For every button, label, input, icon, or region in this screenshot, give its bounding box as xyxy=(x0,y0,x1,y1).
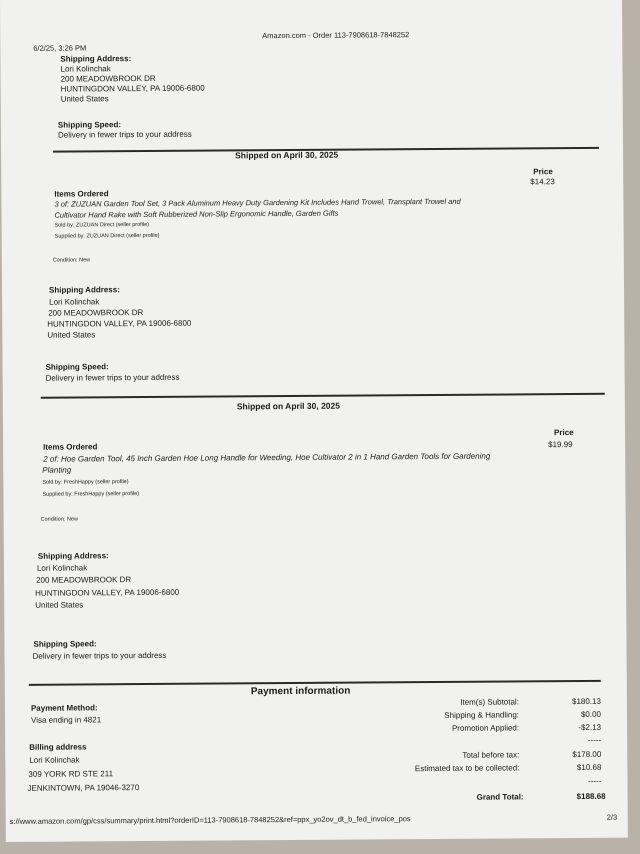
grand-total-label: Grand Total: xyxy=(476,792,524,802)
shipping-address-label: Shipping Address: xyxy=(37,551,109,561)
shipping-address-label: Shipping Address: xyxy=(48,285,120,295)
supplied-by: Supplied by: ZUZUAN Direct (seller profile) xyxy=(54,232,160,240)
order-title: Amazon.com - Order 113-7908618-7848252 xyxy=(262,30,410,41)
print-datetime: 6/2/25, 3:26 PM xyxy=(33,43,87,53)
shipping-speed-label: Shipping Speed: xyxy=(33,639,97,649)
summary-label: Promotion Applied: xyxy=(451,723,520,733)
address-country: United States xyxy=(60,94,109,104)
price-label: Price xyxy=(533,167,553,177)
summary-label: Estimated tax to be collected: xyxy=(414,763,520,774)
item-description-line1: 3 of: ZUZUAN Garden Tool Set, 3 Pack Aluminum Heavy Duty Gardening Kit Includes Hand Trowel, Transplant Trowel and xyxy=(54,196,461,209)
page-number: 2/3 xyxy=(606,812,618,822)
divider xyxy=(41,393,605,399)
payment-method-label: Payment Method: xyxy=(30,703,98,713)
summary-separator: ----- xyxy=(587,735,602,745)
shipment-heading: Shipped on April 30, 2025 xyxy=(236,400,341,412)
address-country: United States xyxy=(35,600,84,610)
supplied-by: Supplied by: FreshHappy (seller profile) xyxy=(42,491,140,498)
billing-city: JENKINTOWN, PA 19046-3270 xyxy=(27,783,140,793)
shipment-heading: Shipped on April 30, 2025 xyxy=(235,149,339,161)
address-street: 200 MEADOWBROOK DR xyxy=(48,308,144,318)
condition: Condition: New xyxy=(40,516,78,523)
billing-street: 309 YORK RD STE 211 xyxy=(28,769,114,779)
shipping-speed-value: Delivery in fewer trips to your address xyxy=(32,650,167,661)
sold-by: Sold by: FreshHappy (seller profile) xyxy=(42,479,129,486)
summary-value: $10.68 xyxy=(576,762,602,772)
address-name: Lori Kolinchak xyxy=(36,563,88,573)
address-country: United States xyxy=(47,330,96,340)
shipping-speed-value: Delivery in fewer trips to your address xyxy=(57,129,192,140)
shipping-speed-value: Delivery in fewer trips to your address xyxy=(45,372,180,383)
items-ordered-label: Items Ordered xyxy=(43,442,98,452)
item-price: $14.23 xyxy=(530,177,555,187)
price-label: Price xyxy=(554,428,574,438)
grand-total-value: $188.68 xyxy=(576,791,606,801)
sold-by: Sold by: ZUZUAN Direct (seller profile) xyxy=(54,221,150,229)
item-description-line2: Planting xyxy=(42,465,72,475)
summary-label: Total before tax: xyxy=(462,750,520,760)
billing-name: Lori Kolinchak xyxy=(29,755,80,765)
shipping-speed-label: Shipping Speed: xyxy=(57,120,122,130)
shipping-speed-label: Shipping Speed: xyxy=(45,362,109,372)
billing-address-label: Billing address xyxy=(29,742,87,752)
address-city: HUNTINGDON VALLEY, PA 19006-6800 xyxy=(47,318,192,329)
item-description-line1: 2 of: Hoe Garden Tool, 45 Inch Garden Hoe Long Handle for Weeding, Hoe Cultivator 2 in 1 Hand Garden Tools for Gardening xyxy=(43,451,491,464)
summary-value: $180.13 xyxy=(571,696,601,707)
summary-label: Shipping & Handling: xyxy=(444,710,520,720)
address-name: Lori Kolinchak xyxy=(49,297,100,307)
summary-separator: ----- xyxy=(588,776,602,786)
item-description-line2: Cultivator Hand Rake with Soft Rubberized Non-Slip Ergonomic Handle, Garden Gifts xyxy=(54,208,339,220)
address-street: 200 MEADOWBROOK DR xyxy=(36,575,132,585)
summary-label: Item(s) Subtotal: xyxy=(460,697,519,707)
condition: Condition: New xyxy=(52,257,91,264)
address-city: HUNTINGDON VALLEY, PA 19006-6800 xyxy=(35,587,180,598)
address-name: Lori Kolinchak xyxy=(60,64,111,74)
shipping-address-label: Shipping Address: xyxy=(60,54,132,64)
items-ordered-label: Items Ordered xyxy=(54,189,109,199)
payment-method-value: Visa ending in 4821 xyxy=(30,715,102,725)
summary-value: $178.00 xyxy=(572,749,602,760)
item-price: $19.99 xyxy=(548,440,573,450)
address-street: 200 MEADOWBROOK DR xyxy=(60,73,156,84)
footer-url: s://www.amazon.com/gp/css/summary/print.html?orderID=113-7908618-7848252&ref=ppx_yo2ov_dt_b_fed_invoice_pos xyxy=(9,814,411,826)
summary-value: -$2.13 xyxy=(578,722,602,732)
payment-heading: Payment information xyxy=(250,685,351,698)
address-city: HUNTINGDON VALLEY, PA 19006-6800 xyxy=(60,83,205,94)
summary-value: $0.00 xyxy=(580,709,602,719)
